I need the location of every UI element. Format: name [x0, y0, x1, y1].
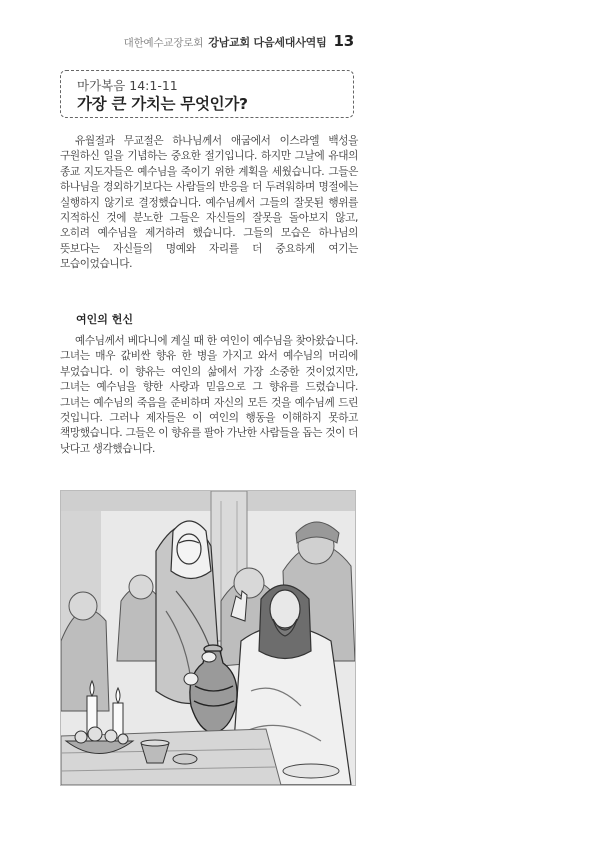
page-header [60, 32, 354, 50]
intro-paragraph: 유월절과 무교절은 하나님께서 애굽에서 이스라엘 백성을 구원하신 일을 기념하는 중요한 절기입니다. 하지만 그날에 유대의 종교 지도자들은 예수님을 죽이기 위한 계획을 세웠습니다. 그들은 하나님을 경외하기보다는 사람들의 반응을 더 두려워하며 명절에는 실행하지 않기로 결정했습니다. 예수님께서 그들의 잘못된 행위를 지적하신 것에 분노한 그들은 자신들의 잘못을 돌아보지 않고, 오히려 예수님을 제거하려 했습니다. 그들의 모습은 하나님의 뜻보다는 자신들의 명예와 자리를 더 중요하게 여기는 모습이었습니다. [60, 135, 358, 271]
church-team-name: 강남교회 다음세대사역팀 [208, 36, 327, 49]
section-heading: 여인의 헌신 [76, 313, 133, 326]
denomination-name: 대한예수교장로회 [123, 37, 204, 49]
lesson-title-box [60, 70, 354, 118]
lesson-title: 가장 큰 가치는 무엇인가? [77, 95, 248, 113]
woman-anointing-jesus-icon [61, 491, 355, 785]
anointing-illustration [60, 490, 356, 786]
section-paragraph: 예수님께서 베다니에 계실 때 한 여인이 예수님을 찾아왔습니다. 그녀는 매우 값비싼 향유 한 병을 가지고 와서 예수님의 머리에 부었습니다. 이 향유는 여인의 삶에서 가장 소중한 것이었지만, 그녀는 예수님을 향한 사랑과 믿음으로 그 향유를 드렸습니다. 그녀는 예수님의 죽음을 준비하며 자신의 모든 것을 예수님께 드린 것입니다. 그러나 제자들은 이 여인의 행동을 이해하지 못하고 책망했습니다. 그들은 이 향유를 팔아 가난한 사람들을 돕는 것이 더 낫다고 생각했습니다. [60, 335, 358, 455]
page-number: 13 [333, 32, 354, 50]
scripture-reference: 마가복음 14:1-11 [77, 78, 178, 93]
